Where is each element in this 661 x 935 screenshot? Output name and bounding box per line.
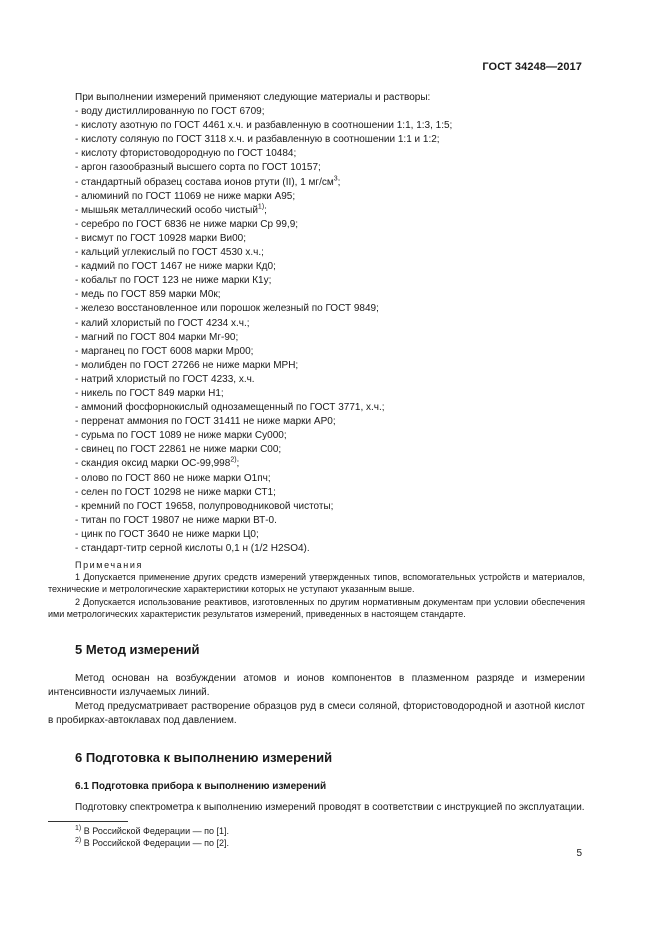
note-item: 1 Допускается применение других средств измерений утвержденных типов, вспомогательных устройств и материалов, технические и метрологические характеристики которых не уступают указанным выше. (48, 572, 585, 595)
list-item: - сурьма по ГОСТ 1089 не ниже марки Су000; (75, 430, 287, 442)
list-item: - молибден по ГОСТ 27266 не ниже марки МРН; (75, 359, 299, 371)
list-item: - кислоту фтористоводородную по ГОСТ 10484; (75, 148, 297, 160)
list-item-tail: ; (236, 458, 240, 470)
list-item: - свинец по ГОСТ 22861 не ниже марки С00; (75, 444, 282, 456)
section-6-title: 6 Подготовка к выполнению измерений (75, 750, 333, 766)
footnote-text: В Российской Федерации — по [2]. (81, 838, 229, 849)
notes-title: Примечания (75, 560, 143, 571)
list-item: - натрий хлористый по ГОСТ 4233, х.ч. (75, 373, 255, 385)
footnote-ref-2: 2) (230, 457, 237, 465)
list-item: - никель по ГОСТ 849 марки Н1; (75, 387, 224, 399)
list-item: - кадмий по ГОСТ 1467 не ниже марки Кд0; (75, 261, 276, 273)
footnote-mark: 1) (75, 825, 82, 833)
list-item: - олово по ГОСТ 860 не ниже марки О1пч; (75, 472, 271, 484)
list-item: - кислоту соляную по ГОСТ 3118 х.ч. и разбавленную в соотношении 1:1 и 1:2; (75, 134, 440, 146)
list-item: - цинк по ГОСТ 3640 не ниже марки Ц0; (75, 528, 259, 540)
list-item (48, 204, 585, 218)
footnote-mark: 2) (75, 837, 82, 845)
list-item: - кислоту азотную по ГОСТ 4461 х.ч. и разбавленную в соотношении 1:1, 1:3, 1:5; (75, 120, 453, 132)
list-item: - железо восстановленное или порошок железный по ГОСТ 9849; (75, 303, 379, 315)
superscript-cube: 3 (333, 175, 338, 183)
list-item: - перренат аммония по ГОСТ 31411 не ниже марки АР0; (75, 416, 336, 428)
list-item: - кобальт по ГОСТ 123 не ниже марки К1у; (75, 275, 272, 287)
list-item-text: - стандартный образец состава ионов ртути (II), 1 мг/см (75, 176, 334, 188)
list-item: - селен по ГОСТ 10298 не ниже марки СТ1; (75, 486, 276, 498)
list-item: - титан по ГОСТ 19807 не ниже марки ВТ-0. (75, 514, 277, 526)
section-5-paragraph: Метод основан на возбуждении атомов и ионов компонентов в плазменном разряде и измерении интенсивности излучаемых линий. (48, 672, 585, 698)
list-item: - магний по ГОСТ 804 марки Мг-90; (75, 331, 239, 343)
footnote-text: В Российской Федерации — по [1]. (81, 826, 229, 837)
list-item-tail: ; (337, 176, 341, 188)
section-5-title: 5 Метод измерений (75, 641, 200, 657)
footnote-separator (48, 821, 128, 822)
page-content (48, 91, 585, 849)
list-item-text: - мышьяк металлический особо чистый (75, 204, 258, 216)
list-item (48, 176, 585, 190)
list-item: - воду дистиллированную по ГОСТ 6709; (75, 106, 265, 118)
list-item: - аргон газообразный высшего сорта по ГОСТ 10157; (75, 162, 321, 174)
section-6-1-paragraph: Подготовку спектрометра к выполнению измерений проводят в соответствии с инструкцией по эксплуатации. (75, 802, 585, 814)
page-number: 5 (576, 848, 582, 859)
footnote (48, 825, 585, 837)
footnote-ref-1: 1) (257, 203, 265, 211)
list-item: - марганец по ГОСТ 6008 марки Мр00; (75, 345, 254, 357)
list-item: - кремний по ГОСТ 19658, полупроводниковой чистоты; (75, 500, 334, 512)
list-item: - алюминий по ГОСТ 11069 не ниже марки А95; (75, 190, 296, 202)
footnote (48, 837, 585, 849)
note-item: 2 Допускается использование реактивов, изготовленных по другим нормативным документам при условии обеспечения ими метрологических характеристик результатов измерений, приведенных в настоящем стандарте. (48, 596, 585, 619)
list-item: - стандарт-титр серной кислоты 0,1 н (1/2 H2SO4). (75, 543, 310, 554)
list-item: - калий хлористый по ГОСТ 4234 х.ч.; (75, 317, 250, 329)
materials-list (48, 105, 585, 556)
list-item-text: - скандия оксид марки ОС-99,998 (75, 458, 231, 470)
materials-intro: При выполнении измерений применяют следующие материалы и растворы: (75, 92, 431, 103)
standard-code-header: ГОСТ 34248—2017 (482, 61, 582, 73)
list-item-tail: ; (264, 204, 267, 216)
subsection-6-1-title: 6.1 Подготовка прибора к выполнению измерений (75, 781, 327, 793)
list-item (48, 457, 585, 471)
list-item: - кальций углекислый по ГОСТ 4530 х.ч.; (75, 247, 264, 259)
section-5-paragraph: Метод предусматривает растворение образцов руд в смеси соляной, фтористоводородной и азотной кислот в пробирках-автоклавах под давлением. (48, 701, 585, 727)
list-item: - аммоний фосфорнокислый однозамещенный по ГОСТ 3771, х.ч.; (75, 402, 385, 414)
list-item: - висмут по ГОСТ 10928 марки Ви00; (75, 232, 246, 244)
list-item: - медь по ГОСТ 859 марки М0к; (75, 289, 221, 301)
list-item: - серебро по ГОСТ 6836 не ниже марки Ср 99,9; (75, 218, 299, 230)
